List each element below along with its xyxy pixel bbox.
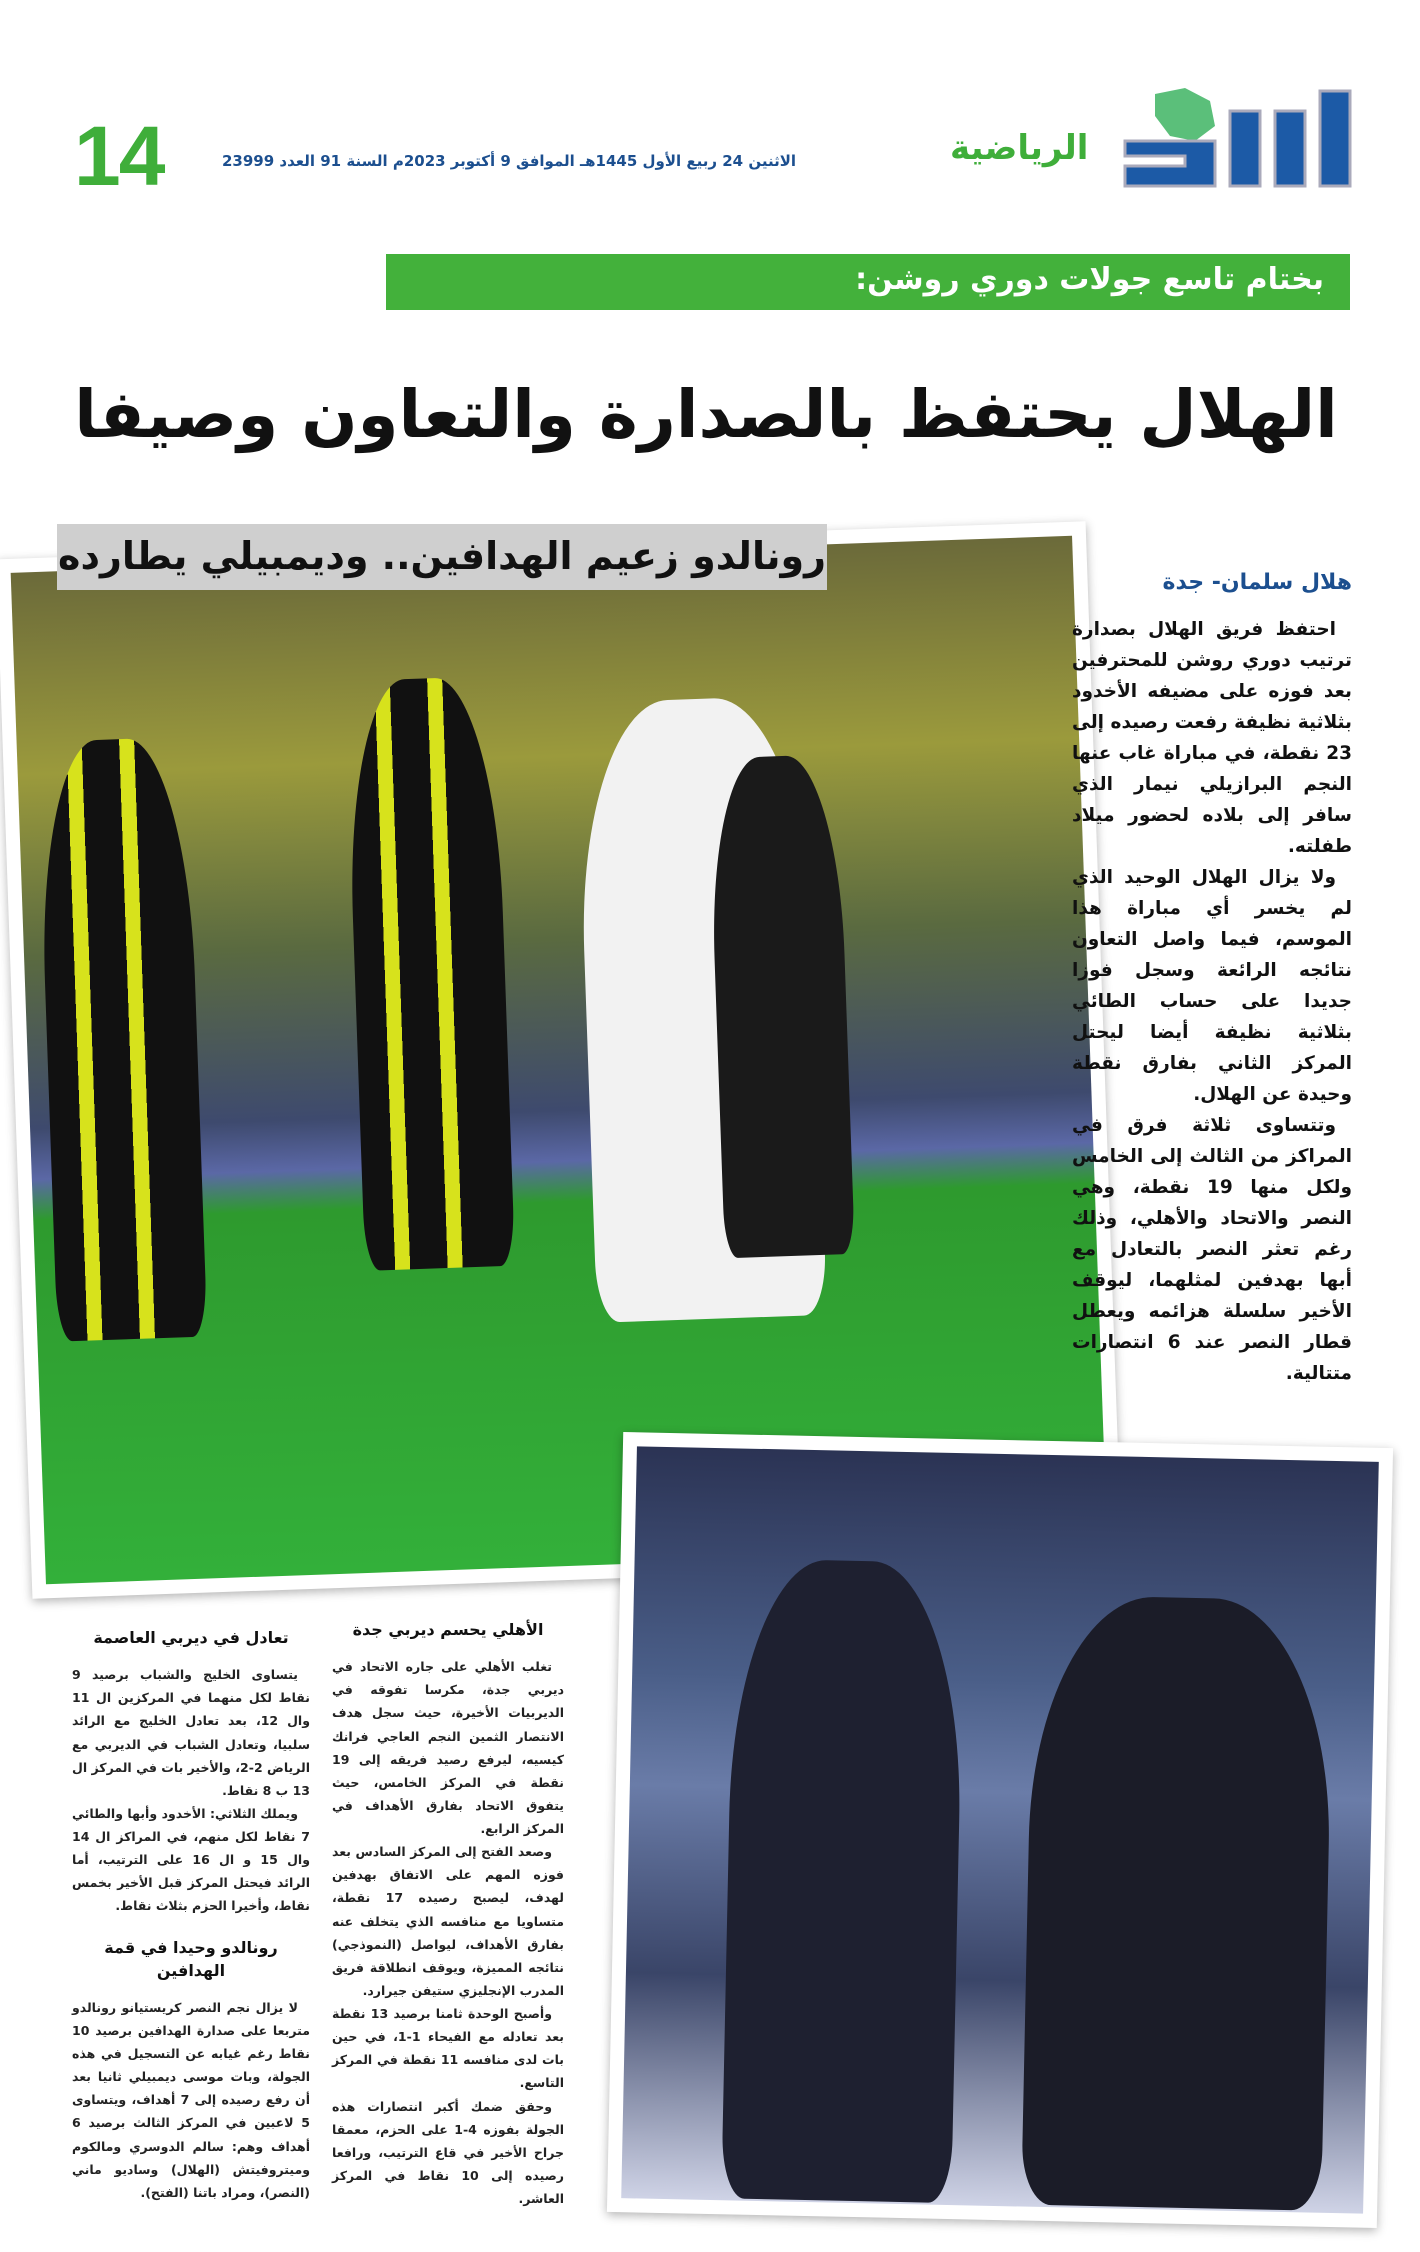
kicker-banner: بختام تاسع جولات دوري روشن:	[386, 254, 1350, 310]
dateline: الاثنين 24 ربيع الأول 1445هـ الموافق 9 أكتوبر 2023م السنة 91 العدد 23999	[222, 152, 797, 170]
section-title: رونالدو وحيدا في قمة الهدافين	[104, 1937, 278, 1980]
football-match-photo-icon	[11, 536, 1108, 1584]
paragraph: وتتساوى ثلاثة فرق في المراكز من الثالث إلى الخامس ولكل منها 19 نقطة، وهي النصر والاتحاد والأهلي، وذلك رغم تعثر النصر بالتعادل مع أبها بهدفين لمثلهما، ليوقف الأخير سلسلة هزائمه ويعطل قطار النصر عند 6 انتصارات متتالية.	[1072, 1115, 1352, 1384]
paragraph: تغلب الأهلي على جاره الاتحاد في ديربي جدة، مكرسا تفوقه في الديربيات الأخيرة، حيث سجل هدف الانتصار الثمين النجم العاجي فرانك كيسيه، ليرفع رصيد فريقه إلى 19 نقطة في المركز الخامس، حيث يتفوق الاتحاد بفارق الأهداف في المركز الرابع.	[332, 1659, 564, 1836]
section-ahli-derby	[332, 1618, 564, 2210]
paragraph: وصعد الفتح إلى المركز السادس بعد فوزه المهم على الاتفاق بهدفين لهدف، ليصبح رصيده 17 نقطة، متساويا مع منافسه الذي يتخلف عنه بفارق الأهداف، ليواصل (النموذجي) نتائجه المميزة، ويوقف انطلاقة فريق المدرب الإنجليزي ستيفن جيرارد.	[332, 1844, 564, 1998]
subheadline: رونالدو زعيم الهدافين.. وديمبيلي يطارده	[57, 524, 827, 590]
byline: هلال سلمان- جدة	[1162, 570, 1352, 595]
section-title: تعادل في ديربي العاصمة	[93, 1628, 289, 1647]
match-photo	[0, 521, 1122, 1598]
main-article-column	[1072, 614, 1352, 1389]
paragraph: احتفظ فريق الهلال بصدارة ترتيب دوري روشن للمحترفين بعد فوزه على مضيفه الأخدود بثلاثية نظيفة رفعت رصيده إلى 23 نقطة، في مباراة غاب عنها النجم البرازيلي نيمار الذي سافر إلى بلاده لحضور ميلاد طفلته.	[1072, 619, 1352, 857]
section-capital-derby-and-scorers	[72, 1626, 310, 2204]
paragraph: ولا يزال الهلال الوحيد الذي لم يخسر أي مباراة هذا الموسم، فيما واصل التعاون نتائجه الرائعة وسجل فوزا جديدا على حساب الطائي بثلاثية نظيفة أيضا ليحتل المركز الثاني بفارق نقطة وحيدة عن الهلال.	[1072, 867, 1352, 1105]
headline	[60, 340, 1352, 490]
section-title: الأهلي يحسم ديربي جدة	[352, 1620, 544, 1639]
page-number: 14	[74, 109, 164, 203]
paragraph: ويملك الثلاثي: الأخدود وأبها والطائي 7 نقاط لكل منهم، في المراكز ال 14 وال 15 و ال 16 على الترتيب، أما الرائد فيحتل المركز قبل الأخير بخمس نقاط، وأخيرا الحزم بثلاث نقاط.	[72, 1805, 310, 1914]
paragraph: يتساوى الخليج والشباب برصيد 9 نقاط لكل منهما في المركزين ال 11 وال 12، بعد تعادل الخليج مع الرائد سلبيا، وتعادل الشباب في الديربي مع الرياض 2-2، والأخير بات في المركز ال 13 ب 8 نقاط.	[72, 1667, 310, 1798]
paragraph: وأصبح الوحدة ثامنا برصيد 13 نقطة بعد تعادله مع الفيحاء 1-1، في حين بات لدى منافسه 11 نقطة في المركز التاسع.	[332, 2006, 564, 2091]
paragraph: وحقق ضمك أكبر انتصارات هذه الجولة بفوزه 4-1 على الحزم، معمقا جراح الأخير في قاع الترتيب، ورافعا رصيده إلى 10 نقاط في المركز العاشر.	[332, 2098, 565, 2206]
headline-text: الهلال يحتفظ بالصدارة والتعاون وصيفا	[74, 376, 1338, 453]
newspaper-logo	[1115, 86, 1360, 196]
celebration-photo	[607, 1432, 1393, 2228]
section-name: الرياضية	[950, 128, 1089, 168]
paragraph: لا يزال نجم النصر كريستيانو رونالدو متربعا على صدارة الهدافين برصيد 10 نقاط رغم غيابه عن التسجيل في هذه الجولة، وبات موسى ديمبيلي ثانيا بعد أن رفع رصيده إلى 7 أهداف، ويتساوى 5 لاعبين في المركز الثالث برصيد 6 أهداف وهم: سالم الدوسري ومالكوم وميتروفيتش (الهلال) وساديو ماني (النصر)، ومراد باتنا (الفتح).	[72, 1999, 310, 2200]
celebration-photo-icon	[621, 1446, 1379, 2213]
